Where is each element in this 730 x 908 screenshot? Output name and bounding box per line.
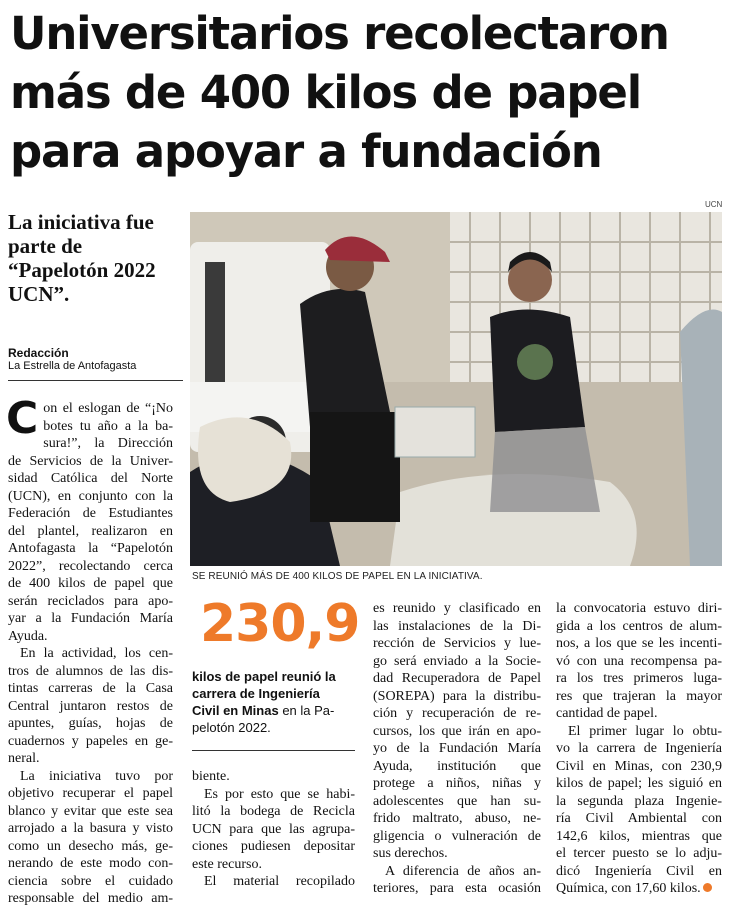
body-line: litó la bodega de Recicla xyxy=(192,804,355,819)
body-line: En la actividad, los cen- xyxy=(20,646,173,661)
body-line: Es por esto que se habi- xyxy=(204,786,355,802)
byline-name: Redacción xyxy=(8,346,69,360)
body-line: adolescentes que han su- xyxy=(373,793,541,809)
body-line: El material recopilado xyxy=(204,874,355,889)
body-line: res que trajeran la mayor xyxy=(556,688,722,704)
body-line: como un desecho más, ge- xyxy=(8,838,173,854)
body-line: nerando de este modo con- xyxy=(8,856,173,871)
body-line: 142,6 kilos, mientras que xyxy=(556,828,722,844)
body-line: nos, a los que se les incenti- xyxy=(556,636,722,651)
body-line: de Servicios de la Univer- xyxy=(8,453,173,469)
byline xyxy=(8,346,183,373)
body-line: tros de alumnos de las dis- xyxy=(8,663,173,679)
body-line: neral. xyxy=(8,751,40,766)
body-line: Federación de Estudiantes xyxy=(8,506,173,521)
body-line: vó con una recompensa pa- xyxy=(556,653,722,669)
highlight-line: pelotón 2022. xyxy=(192,720,271,735)
photo-caption: SE REUNIÓ MÁS DE 400 KILOS DE PAPEL EN LA INICIATIVA. xyxy=(192,571,483,582)
deck-line: “Papelotón 2022 xyxy=(8,258,156,282)
body-line: de 400 kilos de papel que xyxy=(8,576,173,591)
body-line: ciencia sobre el cuidado xyxy=(8,873,173,889)
headline xyxy=(10,4,722,181)
paragraph xyxy=(8,453,173,646)
paragraph xyxy=(192,873,355,891)
body-line: responsable del medio am- xyxy=(8,891,173,906)
end-mark-icon xyxy=(703,883,712,892)
body-line: sura!”, la Dirección xyxy=(43,436,173,451)
body-line: sidad Católica del Norte xyxy=(8,471,173,486)
highlight-text xyxy=(192,668,355,736)
body-line: 2022”, recolectando cerca xyxy=(8,558,173,574)
body-line: dad Recuperadora de Papel xyxy=(373,671,541,686)
body-line: go será enviado a la Socie- xyxy=(373,653,541,669)
body-line: yar a la Fundación María xyxy=(8,611,173,626)
body-line: ción y recuperación de re- xyxy=(373,706,541,721)
paragraph xyxy=(8,768,173,908)
photo-credit: UCN xyxy=(705,200,723,209)
body-line: gida a los centros de alum- xyxy=(556,618,722,634)
body-line: frido maltrato, abuso, ne- xyxy=(373,811,541,826)
headline-line: más de 400 kilos de papel xyxy=(10,66,641,119)
body-line: A diferencia de años an- xyxy=(385,863,541,879)
highlight-line: kilos de papel reunió la xyxy=(192,669,336,684)
paragraph xyxy=(192,768,355,786)
body-line: vo la carrera de Ingeniería xyxy=(556,741,722,756)
deck-line: parte de xyxy=(8,234,83,258)
paragraph xyxy=(192,786,355,874)
body-line: cuadernos y papeles en ge- xyxy=(8,733,173,749)
body-line: blanco y evitar que este sea xyxy=(8,803,173,819)
body-line: cursos, los que irán en apo- xyxy=(373,723,541,739)
photo-illustration xyxy=(190,212,722,566)
body-line: la segunda plaza Ingenie- xyxy=(556,793,722,809)
highlight-number: 230,9 xyxy=(200,594,360,654)
body-column-4 xyxy=(556,600,722,898)
body-line: el tercer puesto se lo adju- xyxy=(556,846,722,861)
body-line: Química, con 17,60 kilos. xyxy=(556,880,722,898)
body-line: serán reciclados para apo- xyxy=(8,593,173,609)
body-line: protege a niños, niñas y xyxy=(373,776,541,791)
body-line: yo de la Fundación María xyxy=(373,741,541,756)
body-line: Ayuda, institución que xyxy=(373,758,541,774)
body-line: botes tu año a la ba- xyxy=(43,418,173,434)
body-line: biente. xyxy=(192,769,230,784)
body-line: rección de Servicios y lue- xyxy=(373,636,541,651)
body-line: ría Civil Ambiental con xyxy=(556,811,722,826)
body-line: es reunido y clasificado en xyxy=(373,601,541,616)
highlight-line: Civil en Minas en la Pa- xyxy=(192,703,335,718)
body-line: La iniciativa tuvo por xyxy=(20,768,173,784)
body-column-2 xyxy=(192,768,355,891)
body-line: dicó Ingeniería Civil en xyxy=(556,863,722,879)
body-line: UCN para que las agrupa- xyxy=(192,821,355,837)
highlight-rule xyxy=(192,750,355,751)
paragraph xyxy=(373,863,541,898)
paragraph xyxy=(556,600,722,723)
body-line: Central juntaron restos de xyxy=(8,698,173,714)
body-line: tintas carreras de la Casa xyxy=(8,681,173,696)
body-line: (UCN), en conjunto con la xyxy=(8,488,173,504)
article-photo xyxy=(190,212,722,566)
body-line: (SOREPA) para la distribu- xyxy=(373,688,541,704)
body-line: ra los tres primeros luga- xyxy=(556,671,722,686)
byline-rule xyxy=(8,380,183,381)
body-line: objetivo recuperar el papel xyxy=(8,786,173,801)
body-line: gligencia o vulneración de xyxy=(373,828,541,844)
body-line: Ayuda. xyxy=(8,628,48,644)
body-line: El primer lugar lo obtu- xyxy=(568,723,722,739)
headline-line: para apoyar a fundación xyxy=(10,125,602,178)
drop-cap: C xyxy=(6,393,39,444)
body-column-3 xyxy=(373,600,541,898)
body-line: ciones pudiesen depositar xyxy=(192,839,355,854)
deck-line: UCN”. xyxy=(8,282,70,306)
body-line: cantidad de papel. xyxy=(556,706,658,721)
headline-line: Universitarios recolectaron xyxy=(10,7,669,60)
highlight-line: carrera de Ingeniería xyxy=(192,686,320,701)
body-line: arrojado a la basura y visto xyxy=(8,821,173,836)
body-line: teriores, para esta ocasión xyxy=(373,881,541,896)
body-line: on el eslogan de “¡No xyxy=(43,401,173,416)
body-line: kilos de papel; les siguió en xyxy=(556,776,722,791)
paragraph xyxy=(8,645,173,768)
body-column-1 xyxy=(6,393,173,908)
paragraph xyxy=(556,723,722,898)
body-line: del plantel, realizaron en xyxy=(8,523,173,539)
body-line: sus derechos. xyxy=(373,846,448,861)
body-line: Antofagasta la “Papelotón xyxy=(8,541,173,556)
body-line: este recurso. xyxy=(192,856,262,872)
body-line: apuntes, guías, hojas de xyxy=(8,716,173,731)
body-line: las instalaciones de la Di- xyxy=(373,618,541,634)
body-line: la convocatoria estuvo diri- xyxy=(556,601,722,616)
deck-line: La iniciativa fue xyxy=(8,210,154,234)
paragraph xyxy=(373,600,541,863)
byline-outlet: La Estrella de Antofagasta xyxy=(8,360,137,372)
deck xyxy=(8,210,183,306)
body-line: Civil en Minas, con 230,9 xyxy=(556,758,722,774)
